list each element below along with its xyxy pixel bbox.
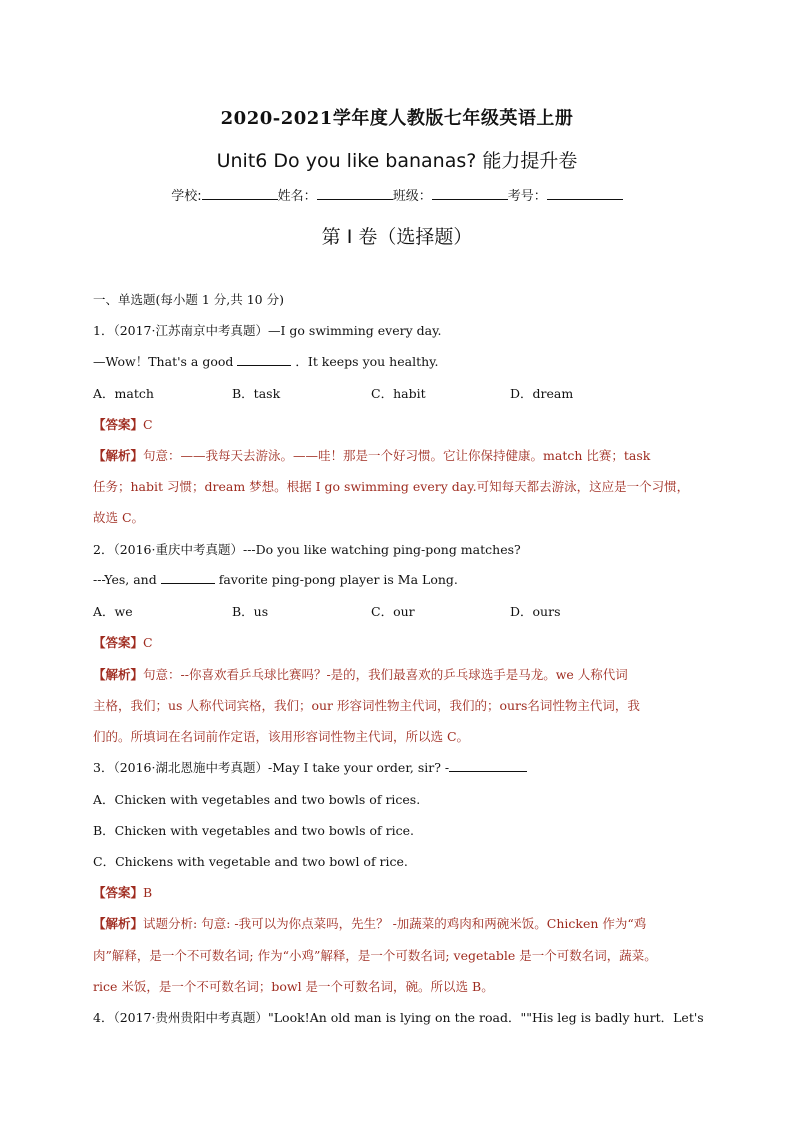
analysis-tag: 【解析】 bbox=[93, 448, 144, 463]
question-1-stem: 1．（2017·江苏南京中考真题）—I go swimming every day. bbox=[93, 323, 442, 338]
question-1-option-c[interactable]: C．habit bbox=[371, 386, 426, 401]
answer-value: C bbox=[143, 417, 153, 432]
class-blank[interactable] bbox=[432, 187, 508, 200]
question-2-option-d[interactable]: D．ours bbox=[510, 604, 561, 619]
answer-value: C bbox=[143, 635, 153, 650]
part-heading: 一、单选题(每小题 1 分,共 10 分) bbox=[93, 292, 284, 307]
question-1-stem-line2 bbox=[93, 352, 439, 370]
question-2-text-a: ---Yes, and bbox=[93, 572, 157, 587]
section-title: 第 I 卷（选择题） bbox=[321, 226, 473, 248]
analysis-text: 句意：--你喜欢看乒乓球比赛吗？-是的，我们最喜欢的乒乓球选手是马龙。we 人称代词 bbox=[143, 667, 628, 682]
question-3-text: 3．（2016·湖北恩施中考真题）-May I take your order, sir? - bbox=[93, 760, 450, 775]
answer-tag: 【答案】 bbox=[93, 885, 144, 900]
question-1-option-b[interactable]: B．task bbox=[232, 386, 281, 401]
analysis-text: 句意：——我每天去游泳。——哇！那是一个好习惯。它让你保持健康。match 比赛；task bbox=[143, 448, 651, 463]
answer-value: B bbox=[143, 885, 153, 900]
question-2-option-a[interactable]: A．we bbox=[93, 604, 133, 619]
analysis-tag: 【解析】 bbox=[93, 916, 144, 931]
number-blank[interactable] bbox=[547, 187, 623, 200]
question-1-option-a[interactable]: A．match bbox=[93, 386, 154, 401]
exam-subtitle: Unit6 Do you like bananas? 能力提升卷 bbox=[216, 150, 578, 172]
school-label: 学校: bbox=[171, 189, 202, 204]
question-3-option-b[interactable]: B．Chicken with vegetables and two bowls of rice. bbox=[93, 823, 414, 838]
question-2-analysis-line1 bbox=[93, 665, 628, 683]
question-3-analysis-line3: rice 米饭，是一个不可数名词；bowl 是一个可数名词，碗。所以选 B。 bbox=[93, 979, 494, 994]
answer-tag: 【答案】 bbox=[93, 635, 144, 650]
name-label: 姓名： bbox=[277, 189, 317, 204]
question-2-stem: 2．（2016·重庆中考真题）---Do you like watching ping-pong matches? bbox=[93, 542, 521, 557]
question-1-text-b: ．It keeps you healthy. bbox=[295, 354, 439, 369]
question-2-blank bbox=[161, 571, 215, 584]
question-2-answer bbox=[93, 633, 153, 651]
question-3-option-c[interactable]: C．Chickens with vegetable and two bowl of rice. bbox=[93, 854, 408, 869]
question-2-option-c[interactable]: C．our bbox=[371, 604, 415, 619]
question-2-analysis-line2: 主格，我们；us 人称代词宾格，我们；our 形容词性物主代词，我们的；ours名词性物主代词，我 bbox=[93, 698, 640, 713]
question-1-analysis-line2: 任务；habit 习惯；dream 梦想。根据 I go swimming every day.可知每天都去游泳，这应是一个习惯， bbox=[93, 479, 690, 494]
question-4-stem: 4．（2017·贵州贵阳中考真题）"Look!An old man is lying on the road．""His leg is badly hurt．Let's bbox=[93, 1010, 704, 1025]
answer-tag: 【答案】 bbox=[93, 417, 144, 432]
school-blank[interactable] bbox=[202, 187, 278, 200]
number-label: 考号： bbox=[507, 189, 547, 204]
student-info-row bbox=[0, 185, 794, 204]
question-3-blank bbox=[449, 759, 527, 772]
question-3-analysis-line1 bbox=[93, 914, 646, 932]
question-3-answer bbox=[93, 883, 152, 901]
question-1-text-a: —Wow！That's a good bbox=[93, 354, 234, 369]
question-1-analysis-line3: 故选 C。 bbox=[93, 510, 145, 525]
question-2-analysis-line3: 们的。所填词在名词前作定语，该用形容词性物主代词，所以选 C。 bbox=[93, 729, 470, 744]
question-1-answer bbox=[93, 415, 153, 433]
question-1-analysis-line1 bbox=[93, 446, 650, 464]
exam-title: 2020-2021学年度人教版七年级英语上册 bbox=[220, 108, 574, 129]
analysis-tag: 【解析】 bbox=[93, 667, 144, 682]
question-2-option-b[interactable]: B．us bbox=[232, 604, 269, 619]
analysis-text: 试题分析: 句意: -我可以为你点菜吗，先生？ -加蔬菜的鸡肉和两碗米饭。Chicken 作为“鸡 bbox=[143, 916, 647, 931]
question-2-text-b: favorite ping-pong player is Ma Long. bbox=[218, 572, 458, 587]
question-1-blank bbox=[237, 353, 291, 366]
name-blank[interactable] bbox=[317, 187, 393, 200]
question-3-option-a[interactable]: A．Chicken with vegetables and two bowls of rices. bbox=[93, 792, 421, 807]
class-label: 班级： bbox=[392, 189, 432, 204]
question-3-stem bbox=[93, 758, 527, 776]
question-1-option-d[interactable]: D．dream bbox=[510, 386, 574, 401]
question-2-stem-line2 bbox=[93, 571, 458, 587]
question-3-analysis-line2: 肉”解释，是一个不可数名词; 作为“小鸡”解释，是一个可数名词; vegetable 是一个可数名词，蔬菜。 bbox=[93, 948, 657, 963]
